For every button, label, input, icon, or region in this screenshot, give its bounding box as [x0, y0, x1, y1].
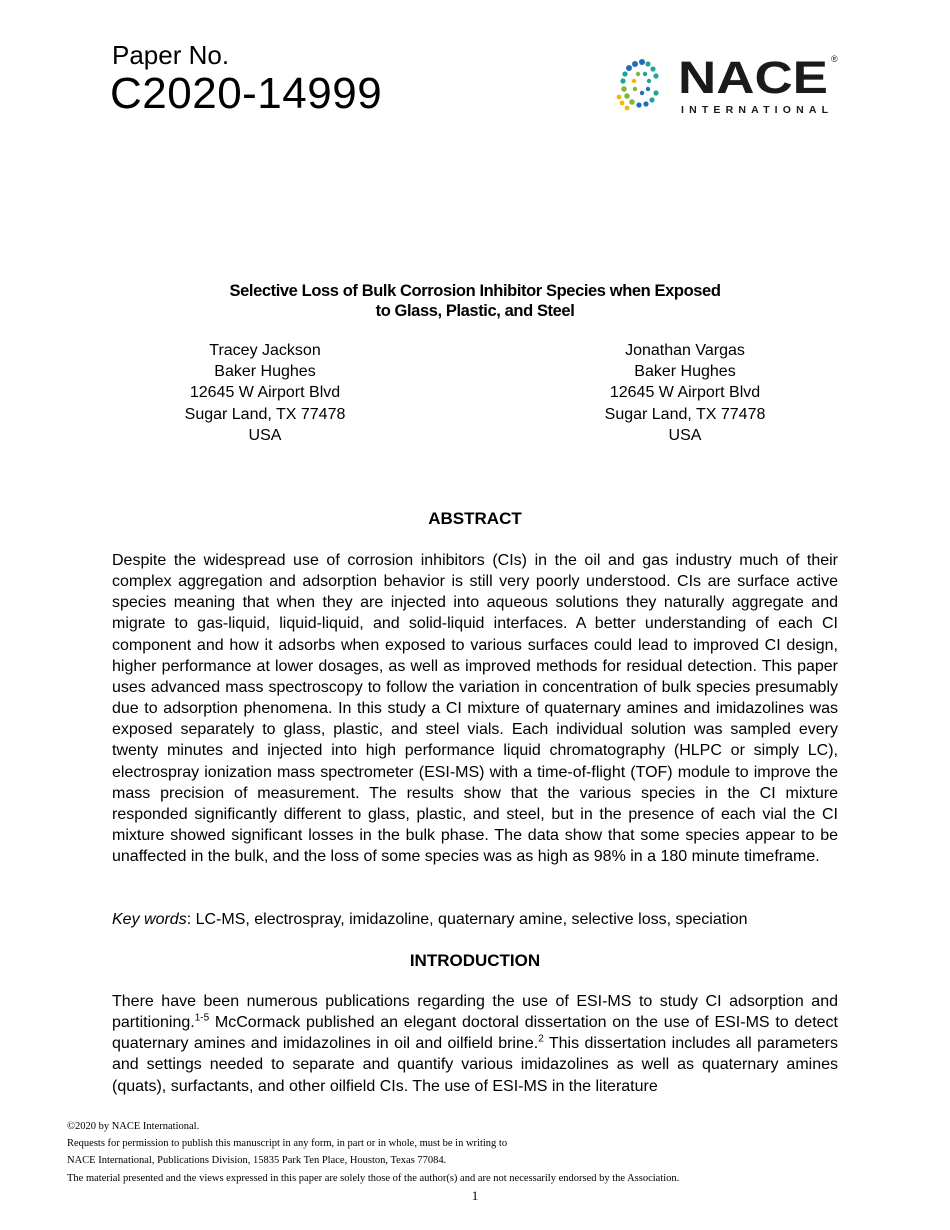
keywords-text: : LC-MS, electrospray, imidazoline, quaternary amine, selective loss, speciation: [186, 911, 748, 928]
author-org: Baker Hughes: [214, 363, 316, 381]
paper-title: [112, 281, 838, 321]
author-city: Sugar Land, TX 77478: [604, 405, 766, 423]
author-block-1: [145, 340, 385, 446]
paper-number-label: Paper No.: [112, 40, 230, 70]
footer-copyright: ©2020 by NACE International.: [67, 1121, 200, 1132]
copyright-footer: [67, 1118, 887, 1187]
author-name: Tracey Jackson: [209, 342, 321, 359]
keywords: [112, 909, 838, 930]
title-line-1: Selective Loss of Bulk Corrosion Inhibitor Species when Exposed: [229, 282, 721, 300]
intro-text-part-2: McCormack published an elegant doctoral dissertation on the use of ESI-MS to detect quaternary amines and imidazolines in oil and oilfield brine.: [112, 1014, 838, 1053]
citation-ref: 1-5: [194, 1012, 210, 1024]
author-city: Sugar Land, TX 77478: [184, 405, 346, 423]
keywords-label: Key words: [112, 911, 187, 928]
abstract-text: Despite the widespread use of corrosion inhibitors (CIs) in the oil and gas industry much of their complex aggregation and adsorption behavior is still very poorly understood. CIs are surface active species meaning that when they are injected into aqueous solutions they naturally aggregate and migrate to gas-liquid, liquid-liquid, and solid-liquid interfaces. A better understanding of each CI component and how it adsorbs when exposed to various surfaces could lead to improved CI design, higher performance at lower dosages, as well as improved methods for residual detection. This paper uses advanced mass spectroscopy to follow the variation in concentration of bulk species presumably due to adsorption phenomena. In this study a CI mixture of quaternary amines and imidazolines was exposed separately to glass, plastic, and steel vials. Each individual solution was sampled every twenty minutes and injected into high performance liquid chromatography (HLPC or simply LC), electrospray ionization mass spectrometer (ESI-MS) with a time-of-flight (TOF) module to improve the mass precision of measurement. The results show that the various species in the CI mixture responded significantly different to glass, plastic, and steel, but in the presence of each vial the CI mixture showed significant losses in the bulk phase. The data show that some species appear to be unaffected in the bulk, and the loss of some species was as high as 98% in a 180 minute timeframe.: [112, 552, 838, 866]
nace-subtitle: INTERNATIONAL: [681, 104, 828, 116]
registered-mark: ®: [831, 54, 838, 64]
introduction-text: [112, 991, 838, 1097]
author-street: 12645 W Airport Blvd: [609, 384, 761, 402]
introduction-heading: INTRODUCTION: [409, 951, 541, 970]
abstract-heading: ABSTRACT: [428, 509, 522, 528]
intro-text-part-3: This dissertation includes all parameters and settings needed to separate and quantify various imidazolines as well as quaternary amines (quats), surfactants, and other oilfield CIs. The use of ESI-MS in the literature: [112, 1035, 838, 1095]
nace-wordmark: NACE: [678, 52, 828, 103]
author-country: USA: [668, 426, 702, 444]
author-name: Jonathan Vargas: [625, 342, 745, 359]
page-number: 1: [471, 1188, 479, 1203]
author-country: USA: [248, 426, 282, 444]
author-org: Baker Hughes: [634, 363, 736, 381]
footer-address: NACE International, Publications Division, 15835 Park Ten Place, Houston, Texas 77084.: [67, 1155, 447, 1167]
footer-disclaimer: The material presented and the views expressed in this paper are solely those of the author(s) and are not necessarily endorsed by the Association.: [67, 1172, 680, 1184]
intro-text-part-1: There have been numerous publications regarding the use of ESI-MS to study CI adsorption and partitioning.: [112, 993, 838, 1032]
title-line-2: to Glass, Plastic, and Steel: [375, 302, 575, 320]
author-street: 12645 W Airport Blvd: [189, 384, 341, 402]
footer-permission: Requests for permission to publish this manuscript in any form, in part or in whole, must be in writing to: [67, 1138, 508, 1150]
nace-emblem-icon: [617, 59, 659, 110]
author-block-2: [565, 340, 805, 446]
paper-id: C2020-14999: [110, 69, 383, 118]
citation-ref: 2: [538, 1033, 544, 1045]
nace-logo: [610, 52, 840, 122]
